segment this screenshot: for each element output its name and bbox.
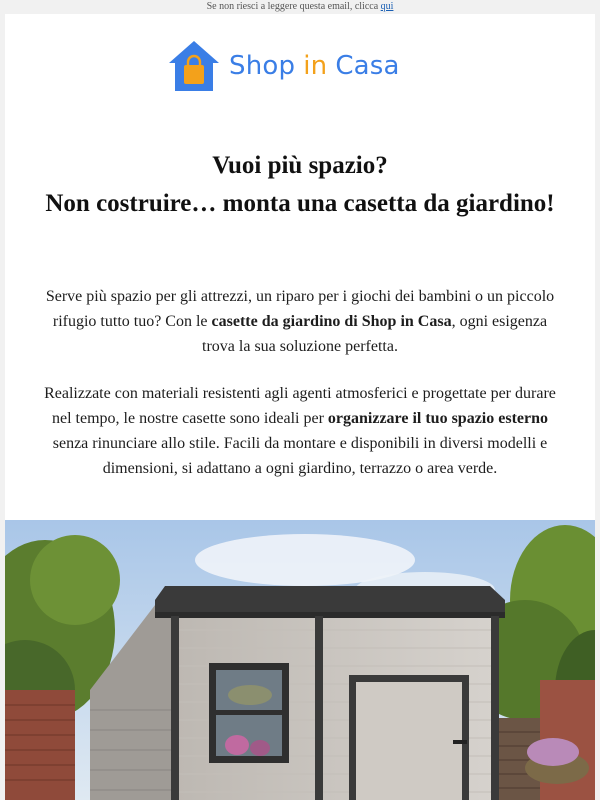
logo-word-shop: Shop	[229, 51, 296, 81]
intro-text-start: Serve più spazio per gli attrezzi, un riparo per i giochi dei bambini o un piccolo rifugio tutto tuo? Con le	[45, 288, 555, 330]
intro-text-bold: casette da giardino di Shop in Casa	[211, 313, 452, 330]
shop-in-casa-logo[interactable]	[167, 38, 442, 94]
logo-wordmark	[229, 53, 400, 79]
intro-text-end: , ogni esigenza trova la sua soluzione perfetta.	[202, 313, 548, 355]
headline	[25, 147, 575, 223]
details-text-bold: organizzare il tuo spazio esterno	[327, 410, 548, 427]
intro-paragraph	[37, 284, 563, 359]
headline-line-1: Vuoi più spazio?	[212, 152, 388, 179]
preheader	[0, 0, 600, 14]
details-text-end: senza rinunciare allo stile. Facili da montare e disponibili in diversi modelli e dimensioni, si adattano a ogni giardino, terrazzo o area verde.	[52, 435, 548, 477]
email-card	[5, 14, 595, 800]
logo-word-casa: Casa	[335, 51, 400, 81]
house-bag-icon	[167, 39, 221, 93]
garden-shed-photo	[5, 520, 595, 800]
preheader-text: Se non riesci a leggere questa email, clicca	[206, 1, 379, 12]
preheader-link[interactable]: qui	[380, 1, 394, 12]
details-paragraph	[37, 381, 563, 481]
details-text-start: Realizzate con materiali resistenti agli agenti atmosferici e progettate per durare nel tempo, le nostre casette sono ideali per	[44, 385, 556, 427]
hero-image[interactable]	[5, 520, 595, 800]
headline-line-2: Non costruire… monta una casetta da giardino!	[45, 190, 555, 217]
logo-word-in: in	[303, 51, 328, 81]
